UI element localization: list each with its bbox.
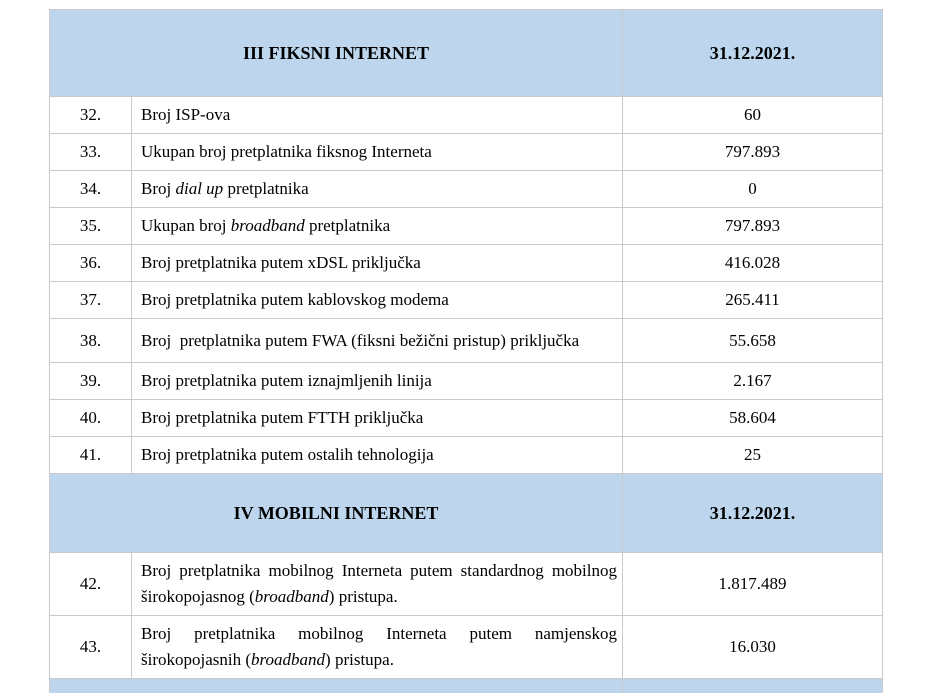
- table-row: [50, 437, 883, 474]
- row-number: 39.: [50, 363, 132, 400]
- row-value: 1.817.489: [623, 553, 883, 616]
- row-number: 42.: [50, 553, 132, 616]
- row-number: 40.: [50, 400, 132, 437]
- row-number: 33.: [50, 134, 132, 171]
- table-row: [50, 171, 883, 208]
- row-value: 58.604: [623, 400, 883, 437]
- row-value: 55.658: [623, 319, 883, 363]
- row-description: Broj pretplatnika putem FWA (fiksni bežični pristup) priključka: [132, 319, 623, 363]
- table-row: [50, 553, 883, 616]
- section-header-fixed-internet: [50, 10, 883, 97]
- section-title: IV MOBILNI INTERNET: [50, 474, 623, 553]
- row-value: 60: [623, 97, 883, 134]
- row-value: 797.893: [623, 208, 883, 245]
- row-description: Broj pretplatnika putem iznajmljenih linija: [132, 363, 623, 400]
- table-row: [50, 282, 883, 319]
- section-title: III FIKSNI INTERNET: [50, 10, 623, 97]
- table-row: [50, 208, 883, 245]
- row-description: Broj pretplatnika putem xDSL priključka: [132, 245, 623, 282]
- row-number: 36.: [50, 245, 132, 282]
- row-value: 416.028: [623, 245, 883, 282]
- row-number: 43.: [50, 616, 132, 679]
- row-description: Broj pretplatnika putem ostalih tehnologija: [132, 437, 623, 474]
- row-value: 265.411: [623, 282, 883, 319]
- table-row: [50, 319, 883, 363]
- row-value: 25: [623, 437, 883, 474]
- row-number: 37.: [50, 282, 132, 319]
- table-row: [50, 97, 883, 134]
- row-number: 34.: [50, 171, 132, 208]
- row-description: Broj pretplatnika putem kablovskog modema: [132, 282, 623, 319]
- row-description: Broj pretplatnika mobilnog Interneta putem standardnog mobilnog širokopojasnog (broadband) pristupa.: [132, 553, 623, 616]
- row-value: 797.893: [623, 134, 883, 171]
- row-number: 41.: [50, 437, 132, 474]
- row-number: 35.: [50, 208, 132, 245]
- statistics-table: [49, 9, 883, 693]
- row-description: Broj pretplatnika putem FTTH priključka: [132, 400, 623, 437]
- row-description: Ukupan broj pretplatnika fiksnog Interneta: [132, 134, 623, 171]
- row-description: Broj ISP-ova: [132, 97, 623, 134]
- next-section-header: [50, 679, 883, 693]
- table-row: [50, 363, 883, 400]
- section-date: 31.12.2021.: [623, 10, 883, 97]
- row-value: 0: [623, 171, 883, 208]
- table-row: [50, 245, 883, 282]
- row-description: Broj pretplatnika mobilnog Interneta putem namjenskog širokopojasnih (broadband) pristupa.: [132, 616, 623, 679]
- section-date: 31.12.2021.: [623, 474, 883, 553]
- row-value: 2.167: [623, 363, 883, 400]
- table-row: [50, 134, 883, 171]
- row-number: 38.: [50, 319, 132, 363]
- row-description: Ukupan broj broadband pretplatnika: [132, 208, 623, 245]
- row-description: Broj dial up pretplatnika: [132, 171, 623, 208]
- section-header-mobile-internet: [50, 474, 883, 553]
- row-value: 16.030: [623, 616, 883, 679]
- row-number: 32.: [50, 97, 132, 134]
- table-row: [50, 616, 883, 679]
- table-row: [50, 400, 883, 437]
